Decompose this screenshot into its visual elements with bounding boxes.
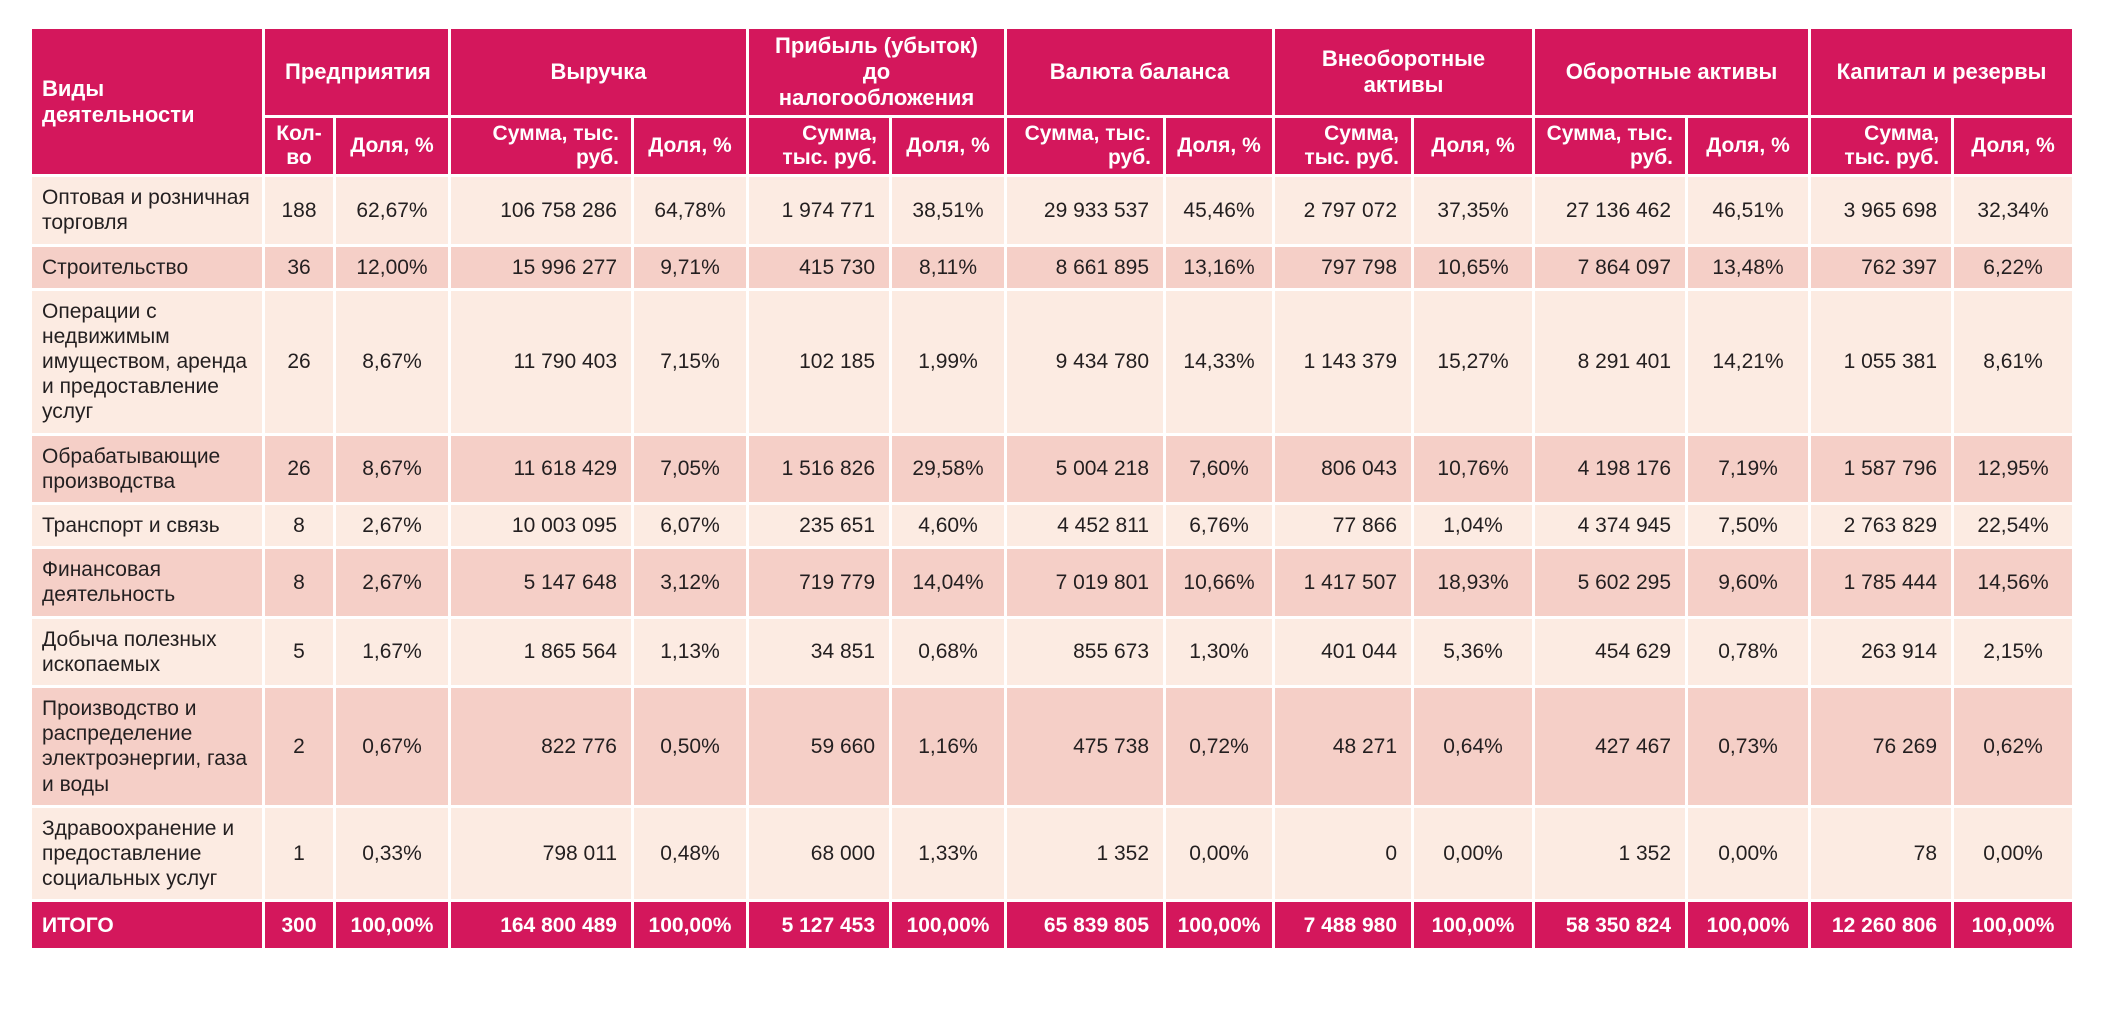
total-cell: 5 127 453 (749, 902, 889, 948)
data-cell: 14,04% (892, 549, 1004, 615)
data-cell: 1 785 444 (1811, 549, 1951, 615)
data-cell: 0,50% (634, 688, 746, 805)
group-header-enterprises: Предприятия (265, 29, 448, 115)
data-cell: 2,67% (336, 549, 448, 615)
data-cell: 45,46% (1166, 177, 1272, 243)
data-cell: 8,61% (1954, 291, 2072, 433)
data-cell: 5,36% (1414, 619, 1532, 685)
data-cell: 719 779 (749, 549, 889, 615)
data-cell: 77 866 (1275, 505, 1411, 546)
activity-financials-table (29, 26, 2075, 951)
data-cell: 76 269 (1811, 688, 1951, 805)
data-cell: 1,67% (336, 619, 448, 685)
data-cell: 1 143 379 (1275, 291, 1411, 433)
data-cell: 762 397 (1811, 247, 1951, 288)
data-row-label: Операции с недвижимым имуществом, аренда и предоставление услуг (32, 291, 262, 433)
data-cell: 6,07% (634, 505, 746, 546)
data-cell: 427 467 (1535, 688, 1685, 805)
group-header-noncurrent-assets: Внеоборотные активы (1275, 29, 1532, 115)
data-row (32, 247, 2072, 288)
data-cell: 1,16% (892, 688, 1004, 805)
data-cell: 37,35% (1414, 177, 1532, 243)
data-cell: 59 660 (749, 688, 889, 805)
data-cell: 13,48% (1688, 247, 1808, 288)
data-cell: 9,71% (634, 247, 746, 288)
data-cell: 0,00% (1414, 808, 1532, 900)
group-header-profit: Прибыль (убыток) до налогообложения (749, 29, 1004, 115)
sub-header-row (32, 118, 2072, 174)
data-cell: 454 629 (1535, 619, 1685, 685)
group-header-capital: Капитал и резервы (1811, 29, 2072, 115)
data-row (32, 291, 2072, 433)
group-header-revenue: Выручка (451, 29, 746, 115)
total-cell: 65 839 805 (1007, 902, 1163, 948)
sub-header-sum: Сумма, тыс. руб. (1275, 118, 1411, 174)
data-cell: 1 (265, 808, 333, 900)
data-cell: 7,50% (1688, 505, 1808, 546)
data-cell: 1 865 564 (451, 619, 631, 685)
data-cell: 2 797 072 (1275, 177, 1411, 243)
data-cell: 0,72% (1166, 688, 1272, 805)
data-cell: 6,22% (1954, 247, 2072, 288)
data-cell: 3,12% (634, 549, 746, 615)
data-cell: 15,27% (1414, 291, 1532, 433)
data-cell: 36 (265, 247, 333, 288)
data-cell: 8 (265, 549, 333, 615)
data-cell: 8,11% (892, 247, 1004, 288)
data-cell: 1 352 (1535, 808, 1685, 900)
data-row-label: Добыча полезных ископаемых (32, 619, 262, 685)
data-cell: 2,15% (1954, 619, 2072, 685)
data-row-label: Оптовая и розничная торговля (32, 177, 262, 243)
data-row-label: Финансовая деятельность (32, 549, 262, 615)
data-cell: 1 587 796 (1811, 436, 1951, 502)
data-cell: 263 914 (1811, 619, 1951, 685)
data-cell: 0,78% (1688, 619, 1808, 685)
sub-header-sum: Сумма, тыс. руб. (749, 118, 889, 174)
table-body (32, 177, 2072, 948)
data-cell: 0,00% (1166, 808, 1272, 900)
data-cell: 1,04% (1414, 505, 1532, 546)
sub-header-share: Доля, % (1688, 118, 1808, 174)
sub-header-share: Доля, % (1166, 118, 1272, 174)
data-row-label: Обрабатывающие производства (32, 436, 262, 502)
data-row (32, 505, 2072, 546)
corner-header: Виды деятельности (32, 29, 262, 174)
group-header-row (32, 29, 2072, 115)
data-cell: 806 043 (1275, 436, 1411, 502)
data-cell: 0,48% (634, 808, 746, 900)
data-cell: 1 417 507 (1275, 549, 1411, 615)
data-row (32, 808, 2072, 900)
data-cell: 7 019 801 (1007, 549, 1163, 615)
sub-header-share: Доля, % (1414, 118, 1532, 174)
total-cell: 100,00% (336, 902, 448, 948)
data-cell: 8,67% (336, 291, 448, 433)
data-cell: 4 374 945 (1535, 505, 1685, 546)
total-row-label: ИТОГО (32, 902, 262, 948)
data-cell: 1,99% (892, 291, 1004, 433)
sub-header-share: Доля, % (634, 118, 746, 174)
data-cell: 188 (265, 177, 333, 243)
sub-header-count: Кол-во (265, 118, 333, 174)
data-cell: 38,51% (892, 177, 1004, 243)
data-cell: 62,67% (336, 177, 448, 243)
data-row (32, 619, 2072, 685)
data-cell: 5 602 295 (1535, 549, 1685, 615)
sub-header-sum: Сумма, тыс. руб. (451, 118, 631, 174)
data-cell: 0 (1275, 808, 1411, 900)
total-cell: 100,00% (1688, 902, 1808, 948)
data-cell: 22,54% (1954, 505, 2072, 546)
total-cell: 100,00% (892, 902, 1004, 948)
data-cell: 0,00% (1954, 808, 2072, 900)
data-cell: 0,68% (892, 619, 1004, 685)
total-cell: 164 800 489 (451, 902, 631, 948)
data-cell: 0,00% (1688, 808, 1808, 900)
data-cell: 1,13% (634, 619, 746, 685)
data-row (32, 549, 2072, 615)
data-cell: 6,76% (1166, 505, 1272, 546)
data-cell: 4 452 811 (1007, 505, 1163, 546)
data-cell: 1 055 381 (1811, 291, 1951, 433)
data-cell: 32,34% (1954, 177, 2072, 243)
data-cell: 798 011 (451, 808, 631, 900)
data-cell: 5 147 648 (451, 549, 631, 615)
data-cell: 10,76% (1414, 436, 1532, 502)
total-row (32, 902, 2072, 948)
data-row-label: Производство и распределение электроэнергии, газа и воды (32, 688, 262, 805)
data-row (32, 436, 2072, 502)
data-cell: 1 974 771 (749, 177, 889, 243)
table-header (32, 29, 2072, 174)
data-cell: 11 618 429 (451, 436, 631, 502)
data-cell: 822 776 (451, 688, 631, 805)
data-cell: 0,62% (1954, 688, 2072, 805)
data-row (32, 688, 2072, 805)
data-cell: 8 (265, 505, 333, 546)
data-cell: 475 738 (1007, 688, 1163, 805)
data-cell: 15 996 277 (451, 247, 631, 288)
data-row-label: Транспорт и связь (32, 505, 262, 546)
total-cell: 12 260 806 (1811, 902, 1951, 948)
data-cell: 26 (265, 436, 333, 502)
data-cell: 0,64% (1414, 688, 1532, 805)
data-cell: 14,33% (1166, 291, 1272, 433)
data-cell: 0,67% (336, 688, 448, 805)
data-cell: 7,15% (634, 291, 746, 433)
data-cell: 235 651 (749, 505, 889, 546)
data-cell: 8 291 401 (1535, 291, 1685, 433)
data-cell: 10 003 095 (451, 505, 631, 546)
data-cell: 11 790 403 (451, 291, 631, 433)
data-cell: 4,60% (892, 505, 1004, 546)
data-cell: 12,95% (1954, 436, 2072, 502)
data-cell: 46,51% (1688, 177, 1808, 243)
data-cell: 29 933 537 (1007, 177, 1163, 243)
data-cell: 5 004 218 (1007, 436, 1163, 502)
data-cell: 14,56% (1954, 549, 2072, 615)
data-cell: 13,16% (1166, 247, 1272, 288)
data-cell: 48 271 (1275, 688, 1411, 805)
data-cell: 1,33% (892, 808, 1004, 900)
group-header-balance: Валюта баланса (1007, 29, 1272, 115)
data-cell: 7,60% (1166, 436, 1272, 502)
data-cell: 7 864 097 (1535, 247, 1685, 288)
data-cell: 415 730 (749, 247, 889, 288)
data-cell: 7,05% (634, 436, 746, 502)
total-cell: 100,00% (634, 902, 746, 948)
data-cell: 12,00% (336, 247, 448, 288)
sub-header-sum: Сумма, тыс. руб. (1811, 118, 1951, 174)
data-cell: 8,67% (336, 436, 448, 502)
data-cell: 102 185 (749, 291, 889, 433)
data-cell: 34 851 (749, 619, 889, 685)
total-cell: 7 488 980 (1275, 902, 1411, 948)
data-cell: 14,21% (1688, 291, 1808, 433)
data-cell: 78 (1811, 808, 1951, 900)
data-cell: 68 000 (749, 808, 889, 900)
data-cell: 0,73% (1688, 688, 1808, 805)
data-cell: 27 136 462 (1535, 177, 1685, 243)
sub-header-share: Доля, % (892, 118, 1004, 174)
total-cell: 300 (265, 902, 333, 948)
sub-header-sum: Сумма, тыс. руб. (1535, 118, 1685, 174)
sub-header-share: Доля, % (1954, 118, 2072, 174)
data-cell: 1,30% (1166, 619, 1272, 685)
total-cell: 100,00% (1166, 902, 1272, 948)
data-row-label: Здравоохранение и предоставление социальных услуг (32, 808, 262, 900)
data-cell: 7,19% (1688, 436, 1808, 502)
total-cell: 58 350 824 (1535, 902, 1685, 948)
data-cell: 797 798 (1275, 247, 1411, 288)
sub-header-share: Доля, % (336, 118, 448, 174)
sub-header-sum: Сумма, тыс. руб. (1007, 118, 1163, 174)
data-cell: 26 (265, 291, 333, 433)
data-cell: 401 044 (1275, 619, 1411, 685)
total-cell: 100,00% (1414, 902, 1532, 948)
data-cell: 29,58% (892, 436, 1004, 502)
data-cell: 5 (265, 619, 333, 685)
data-cell: 2,67% (336, 505, 448, 546)
data-cell: 106 758 286 (451, 177, 631, 243)
data-cell: 10,65% (1414, 247, 1532, 288)
data-cell: 2 763 829 (1811, 505, 1951, 546)
data-cell: 3 965 698 (1811, 177, 1951, 243)
data-cell: 855 673 (1007, 619, 1163, 685)
data-cell: 8 661 895 (1007, 247, 1163, 288)
data-cell: 0,33% (336, 808, 448, 900)
data-cell: 9 434 780 (1007, 291, 1163, 433)
data-cell: 1 352 (1007, 808, 1163, 900)
data-cell: 9,60% (1688, 549, 1808, 615)
data-cell: 4 198 176 (1535, 436, 1685, 502)
data-cell: 1 516 826 (749, 436, 889, 502)
group-header-current-assets: Оборотные активы (1535, 29, 1808, 115)
data-cell: 2 (265, 688, 333, 805)
data-cell: 10,66% (1166, 549, 1272, 615)
total-cell: 100,00% (1954, 902, 2072, 948)
data-row-label: Строительство (32, 247, 262, 288)
data-cell: 18,93% (1414, 549, 1532, 615)
data-cell: 64,78% (634, 177, 746, 243)
data-row (32, 177, 2072, 243)
